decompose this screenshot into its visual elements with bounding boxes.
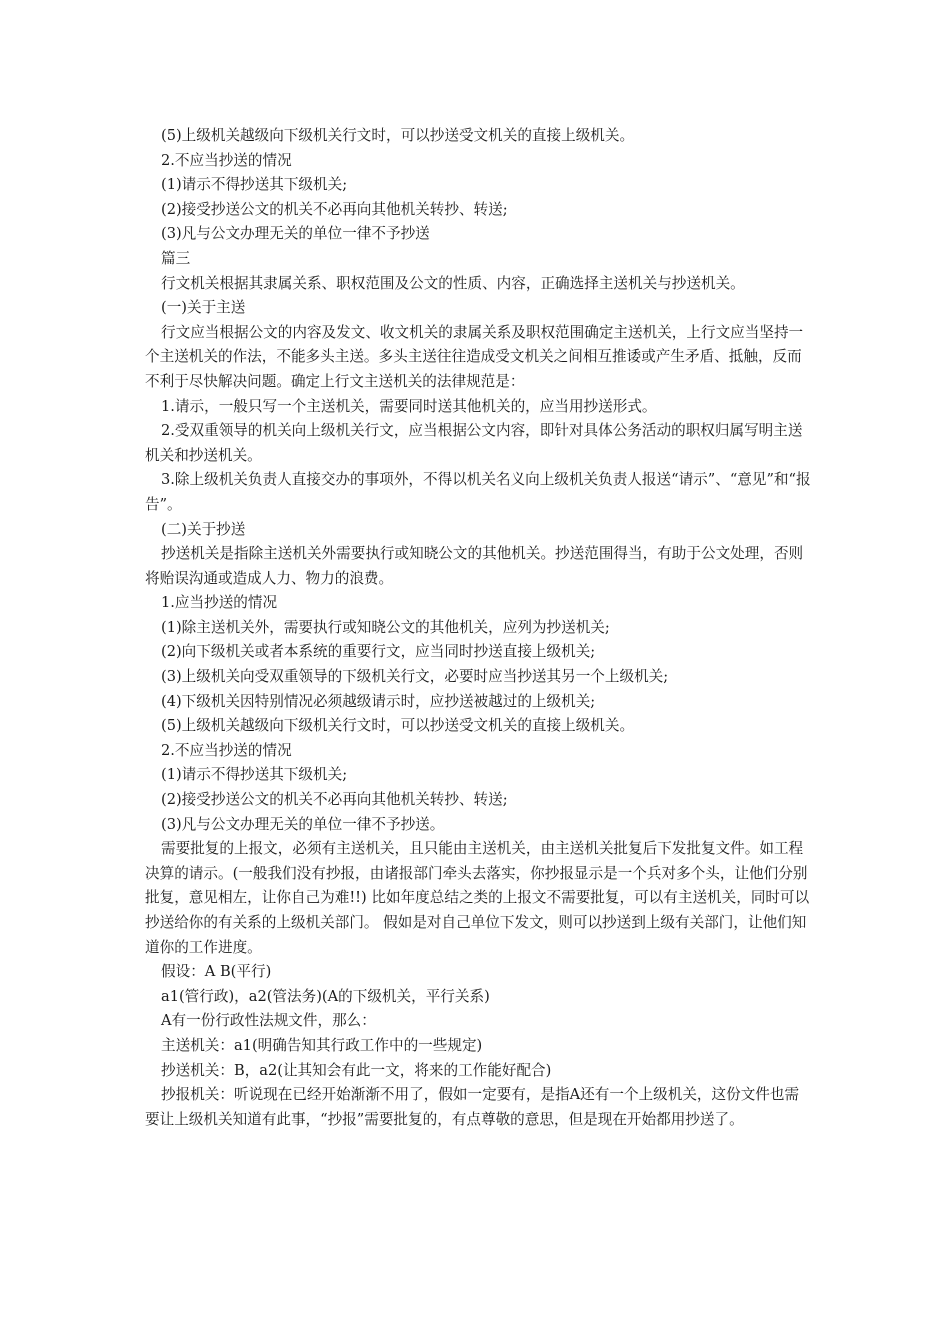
paragraph: (1)请示不得抄送其下级机关; [161,176,348,194]
paragraph: 3.除上级机关负责人直接交办的事项外，不得以机关名义向上级机关负责人报送“请示”、“意见”和“报告”。 [145,471,811,513]
paragraph: (3)上级机关向受双重领导的下级机关行文，必要时应当抄送其另一个上级机关; [161,668,669,686]
paragraph: 2.受双重领导的机关向上级机关行文，应当根据公文内容，即针对具体公务活动的职权归属写明主送机关和抄送机关。 [145,422,803,464]
paragraph: 抄报机关：听说现在已经开始渐渐不用了，假如一定要有，是指A还有一个上级机关，这份文件也需要让上级机关知道有此事，“抄报”需要批复的，有点尊敬的意思，但是现在开始都用抄送了。 [145,1086,800,1128]
paragraph: (1)除主送机关外，需要执行或知晓公文的其他机关，应列为抄送机关; [161,618,610,636]
paragraph: 2.不应当抄送的情况 [161,741,292,759]
paragraph: (3)凡与公文办理无关的单位一律不予抄送 [161,225,430,243]
subsection-heading: (二)关于抄送 [161,520,246,538]
paragraph: (2)接受抄送公文的机关不必再向其他机关转抄、转送; [161,791,508,809]
paragraph: (4)下级机关因特别情况必须越级请示时，应抄送被越过的上级机关; [161,692,596,710]
paragraph: 1.请示，一般只写一个主送机关，需要同时送其他机关的，应当用抄送形式。 [161,397,657,415]
paragraph: (5)上级机关越级向下级机关行文时，可以抄送受文机关的直接上级机关。 [161,127,635,144]
document-body [145,124,813,1132]
paragraph: 假设：A B(平行) [161,963,272,981]
paragraph: (1)请示不得抄送其下级机关; [161,766,348,784]
paragraph: (2)接受抄送公文的机关不必再向其他机关转抄、转送; [161,200,508,218]
paragraph: 2.不应当抄送的情况 [161,151,292,169]
paragraph: 主送机关：a1(明确告知其行政工作中的一些规定) [161,1036,483,1054]
paragraph: 需要批复的上报文，必须有主送机关，且只能由主送机关，由主送机关批复后下发批复文件。如工程决算的请示。(一般我们没有抄报，由诸报部门牵头去落实，你抄报显示是一个兵对多个头，让他们分别批复，意见相左，让你自己为难!!) 比如年度总结之类的上报文不需要批复，可以有主送机关，同时可以抄送给你的有关系的上级机关部门。 假如是对自己单位下发文，则可以抄送到上级有关部门，让他们知道你的工作进度。 [145,840,810,956]
paragraph: 行文应当根据公文的内容及发文、收文机关的隶属关系及职权范围确定主送机关，上行文应当坚持一个主送机关的作法，不能多头主送。多头主送往往造成受文机关之间相互推诿或产生矛盾、抵触，反而不利于尽快解决问题。确定上行文主送机关的法律规范是： [145,323,804,390]
paragraph: (2)向下级机关或者本系统的重要行文，应当同时抄送直接上级机关; [161,643,596,661]
paragraph: A有一份行政性法规文件，那么： [161,1012,376,1030]
paragraph: (3)凡与公文办理无关的单位一律不予抄送。 [161,815,445,833]
paragraph: 抄送机关是指除主送机关外需要执行或知晓公文的其他机关。抄送范围得当，有助于公文处理，否则将贻误沟通或造成人力、物力的浪费。 [145,545,804,587]
paragraph: (5)上级机关越级向下级机关行文时，可以抄送受文机关的直接上级机关。 [161,717,635,735]
paragraph: a1(管行政)，a2(管法务)(A的下级机关，平行关系) [161,987,490,1005]
paragraph: 1.应当抄送的情况 [161,594,278,612]
subsection-heading: (一)关于主送 [161,299,246,317]
paragraph: 抄送机关：B，a2(让其知会有此一文，将来的工作能好配合) [161,1061,552,1079]
paragraph: 行文机关根据其隶属关系、职权范围及公文的性质、内容，正确选择主送机关与抄送机关。 [161,274,745,292]
section-heading: 篇三 [161,249,191,267]
